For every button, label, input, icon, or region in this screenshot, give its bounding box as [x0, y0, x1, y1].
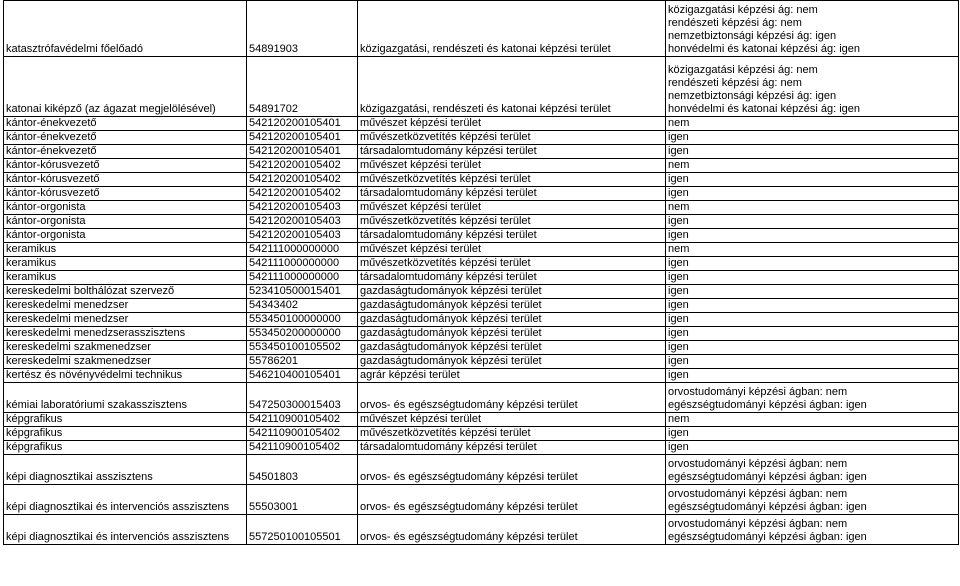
qualification-table [3, 0, 959, 545]
table-row [4, 285, 959, 299]
table-row [4, 427, 959, 441]
table-row [4, 299, 959, 313]
qualification-code-cell: 542120200105403 [247, 229, 358, 243]
training-area-cell: gazdaságtudományok képzési terület [358, 341, 666, 355]
qualification-code-cell: 542120200105401 [247, 131, 358, 145]
training-area-cell: gazdaságtudományok képzési terület [358, 355, 666, 369]
qualification-code-cell: 542110900105402 [247, 441, 358, 455]
eligibility-cell: igen [666, 327, 959, 341]
qualification-code-cell: 542111000000000 [247, 257, 358, 271]
eligibility-cell: igen [666, 271, 959, 285]
table-row [4, 1, 959, 57]
eligibility-cell: igen [666, 341, 959, 355]
table-row [4, 313, 959, 327]
table-row [4, 355, 959, 369]
eligibility-cell: nem [666, 201, 959, 215]
table-row [4, 441, 959, 455]
training-area-cell: társadalomtudomány képzési terület [358, 229, 666, 243]
training-area-cell: gazdaságtudományok képzési terület [358, 327, 666, 341]
qualification-name-cell: kántor-énekvezető [4, 131, 247, 145]
table-row [4, 271, 959, 285]
qualification-name-cell: képgrafikus [4, 427, 247, 441]
qualification-code-cell: 542120200105402 [247, 187, 358, 201]
qualification-name-cell: katasztrófavédelmi főelőadó [4, 1, 247, 57]
table-row [4, 327, 959, 341]
qualification-name-cell: katonai kiképző (az ágazat megjelölésével) [4, 57, 247, 117]
eligibility-cell: igen [666, 145, 959, 159]
table-row [4, 57, 959, 117]
training-area-cell: művészetközvetítés képzési terület [358, 215, 666, 229]
eligibility-cell: orvostudományi képzési ágban: nem egészségtudományi képzési ágban: igen [666, 383, 959, 413]
table-row [4, 187, 959, 201]
qualification-code-cell: 55503001 [247, 485, 358, 515]
training-area-cell: gazdaságtudományok képzési terület [358, 299, 666, 313]
training-area-cell: közigazgatási, rendészeti és katonai képzési terület [358, 57, 666, 117]
eligibility-cell: igen [666, 441, 959, 455]
training-area-cell: orvos- és egészségtudomány képzési terület [358, 383, 666, 413]
eligibility-cell: orvostudományi képzési ágban: nem egészségtudományi képzési ágban: igen [666, 455, 959, 485]
training-area-cell: társadalomtudomány képzési terület [358, 271, 666, 285]
qualification-code-cell: 542111000000000 [247, 243, 358, 257]
qualification-code-cell: 553450200000000 [247, 327, 358, 341]
qualification-code-cell: 55786201 [247, 355, 358, 369]
table-row [4, 201, 959, 215]
table-row [4, 413, 959, 427]
eligibility-cell: igen [666, 173, 959, 187]
eligibility-cell: igen [666, 215, 959, 229]
eligibility-cell: igen [666, 355, 959, 369]
training-area-cell: orvos- és egészségtudomány képzési terület [358, 485, 666, 515]
table-row [4, 369, 959, 383]
training-area-cell: művészet képzési terület [358, 201, 666, 215]
qualification-code-cell: 557250100105501 [247, 515, 358, 545]
qualification-name-cell: kémiai laboratóriumi szakasszisztens [4, 383, 247, 413]
training-area-cell: társadalomtudomány képzési terület [358, 187, 666, 201]
training-area-cell: agrár képzési terület [358, 369, 666, 383]
qualification-name-cell: képgrafikus [4, 441, 247, 455]
eligibility-cell: nem [666, 117, 959, 131]
qualification-name-cell: kereskedelmi menedzser [4, 313, 247, 327]
qualification-name-cell: kereskedelmi bolthálózat szervező [4, 285, 247, 299]
table-row [4, 215, 959, 229]
training-area-cell: gazdaságtudományok képzési terület [358, 313, 666, 327]
qualification-code-cell: 542120200105402 [247, 173, 358, 187]
qualification-name-cell: kántor-kórusvezető [4, 173, 247, 187]
training-area-cell: művészet képzési terület [358, 413, 666, 427]
table-row [4, 173, 959, 187]
table-row [4, 145, 959, 159]
qualification-name-cell: keramikus [4, 243, 247, 257]
table-row [4, 243, 959, 257]
eligibility-cell: közigazgatási képzési ág: nem rendészeti képzési ág: nem nemzetbiztonsági képzési ág: igen honvédelmi és katonai képzési ág: igen [666, 1, 959, 57]
qualification-name-cell: kántor-orgonista [4, 215, 247, 229]
eligibility-cell: igen [666, 187, 959, 201]
eligibility-cell: igen [666, 229, 959, 243]
qualification-code-cell: 542120200105401 [247, 145, 358, 159]
qualification-code-cell: 542110900105402 [247, 413, 358, 427]
training-area-cell: közigazgatási, rendészeti és katonai képzési terület [358, 1, 666, 57]
qualification-code-cell: 542120200105402 [247, 159, 358, 173]
qualification-name-cell: kertész és növényvédelmi technikus [4, 369, 247, 383]
eligibility-cell: nem [666, 413, 959, 427]
qualification-code-cell: 54501803 [247, 455, 358, 485]
qualification-code-cell: 553450100105502 [247, 341, 358, 355]
eligibility-cell: igen [666, 369, 959, 383]
table-row [4, 383, 959, 413]
qualification-name-cell: kereskedelmi menedzserasszisztens [4, 327, 247, 341]
qualification-code-cell: 542120200105403 [247, 201, 358, 215]
qualification-code-cell: 54343402 [247, 299, 358, 313]
qualification-code-cell: 546210400105401 [247, 369, 358, 383]
eligibility-cell: nem [666, 159, 959, 173]
qualification-name-cell: kántor-énekvezető [4, 145, 247, 159]
eligibility-cell: közigazgatási képzési ág: nem rendészeti képzési ág: nem nemzetbiztonsági képzési ág: igen honvédelmi és katonai képzési ág: igen [666, 57, 959, 117]
qualification-name-cell: kántor-kórusvezető [4, 187, 247, 201]
table-row [4, 131, 959, 145]
qualification-name-cell: kántor-énekvezető [4, 117, 247, 131]
eligibility-cell: igen [666, 427, 959, 441]
qualification-code-cell: 542120200105401 [247, 117, 358, 131]
qualification-name-cell: kántor-kórusvezető [4, 159, 247, 173]
table-row [4, 257, 959, 271]
training-area-cell: orvos- és egészségtudomány képzési terület [358, 515, 666, 545]
training-area-cell: művészet képzési terület [358, 159, 666, 173]
qualification-name-cell: képi diagnosztikai és intervenciós asszisztens [4, 485, 247, 515]
qualification-code-cell: 523410500015401 [247, 285, 358, 299]
training-area-cell: művészetközvetítés képzési terület [358, 173, 666, 187]
table-row [4, 159, 959, 173]
qualification-code-cell: 553450100000000 [247, 313, 358, 327]
table-row [4, 515, 959, 545]
eligibility-cell: igen [666, 299, 959, 313]
qualification-code-cell: 542110900105402 [247, 427, 358, 441]
table-row [4, 485, 959, 515]
eligibility-cell: orvostudományi képzési ágban: nem egészségtudományi képzési ágban: igen [666, 515, 959, 545]
qualification-code-cell: 542111000000000 [247, 271, 358, 285]
qualification-code-cell: 54891702 [247, 57, 358, 117]
training-area-cell: művészetközvetítés képzési terület [358, 427, 666, 441]
qualification-name-cell: kántor-orgonista [4, 201, 247, 215]
qualification-name-cell: keramikus [4, 271, 247, 285]
qualification-code-cell: 547250300015403 [247, 383, 358, 413]
training-area-cell: orvos- és egészségtudomány képzési terület [358, 455, 666, 485]
table-row [4, 117, 959, 131]
training-area-cell: művészet képzési terület [358, 117, 666, 131]
eligibility-cell: igen [666, 285, 959, 299]
eligibility-cell: igen [666, 257, 959, 271]
qualification-name-cell: képi diagnosztikai és intervenciós asszisztens [4, 515, 247, 545]
qualification-name-cell: kántor-orgonista [4, 229, 247, 243]
eligibility-cell: igen [666, 313, 959, 327]
eligibility-cell: nem [666, 243, 959, 257]
training-area-cell: társadalomtudomány képzési terület [358, 441, 666, 455]
qualification-name-cell: kereskedelmi menedzser [4, 299, 247, 313]
eligibility-cell: orvostudományi képzési ágban: nem egészségtudományi képzési ágban: igen [666, 485, 959, 515]
qualification-name-cell: keramikus [4, 257, 247, 271]
table-row [4, 455, 959, 485]
qualification-name-cell: képgrafikus [4, 413, 247, 427]
training-area-cell: művészetközvetítés képzési terület [358, 131, 666, 145]
qualification-code-cell: 542120200105403 [247, 215, 358, 229]
qualification-code-cell: 54891903 [247, 1, 358, 57]
training-area-cell: társadalomtudomány képzési terület [358, 145, 666, 159]
qualification-name-cell: kereskedelmi szakmenedzser [4, 341, 247, 355]
qualification-name-cell: kereskedelmi szakmenedzser [4, 355, 247, 369]
training-area-cell: gazdaságtudományok képzési terület [358, 285, 666, 299]
table-row [4, 341, 959, 355]
qualification-name-cell: képi diagnosztikai asszisztens [4, 455, 247, 485]
training-area-cell: művészetközvetítés képzési terület [358, 257, 666, 271]
table-row [4, 229, 959, 243]
training-area-cell: művészet képzési terület [358, 243, 666, 257]
eligibility-cell: igen [666, 131, 959, 145]
